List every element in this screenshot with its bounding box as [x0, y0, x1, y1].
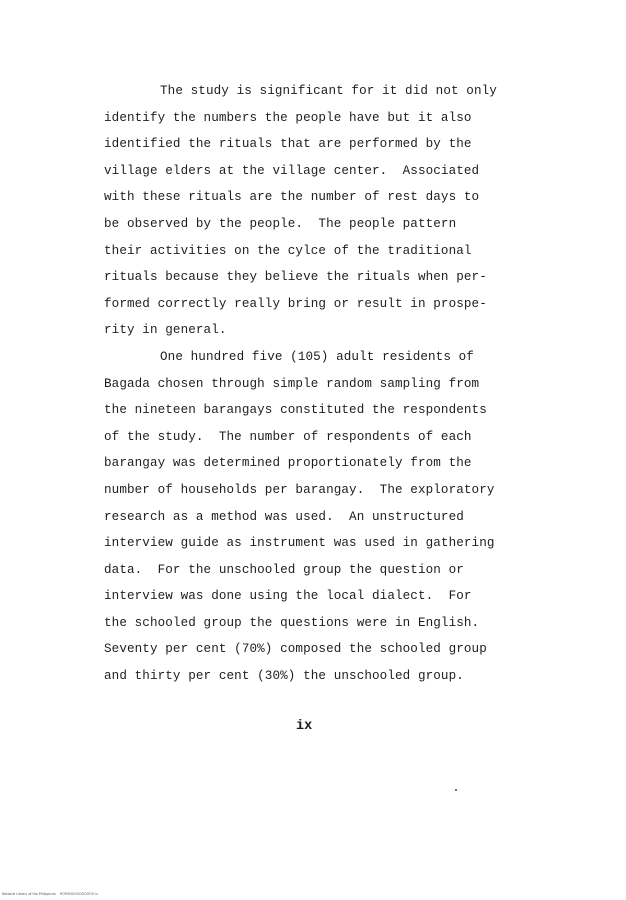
text-line: the schooled group the questions were in English.	[104, 615, 480, 630]
body-text	[104, 78, 524, 690]
text-line: interview was done using the local dialect. For	[104, 589, 472, 604]
text-line: identified the rituals that are performed by the	[104, 137, 472, 152]
scan-speck	[455, 789, 457, 791]
text-line: interview guide as instrument was used in gathering	[104, 536, 495, 551]
text-line: their activities on the cylce of the traditional	[104, 243, 472, 258]
text-line: the nineteen barangays constituted the respondents	[104, 403, 487, 418]
text-line: Seventy per cent (70%) composed the schooled group	[104, 642, 487, 657]
text-line: data. For the unschooled group the question or	[104, 562, 464, 577]
text-line: with these rituals are the number of rest days to	[104, 190, 480, 205]
text-line: The study is significant for it did not only	[160, 84, 497, 98]
text-line: of the study. The number of respondents of each	[104, 429, 472, 444]
text-line: and thirty per cent (30%) the unschooled group.	[104, 669, 464, 684]
text-line: identify the numbers the people have but it also	[104, 110, 472, 125]
text-line: be observed by the people. The people pattern	[104, 216, 457, 231]
text-line: number of households per barangay. The exploratory	[104, 482, 495, 497]
text-line: research as a method was used. An unstructured	[104, 509, 464, 524]
footer-caption: National Library of the Philippines ROPODOOOOOOOOO ix	[2, 892, 98, 896]
text-line: barangay was determined proportionately from the	[104, 456, 472, 471]
text-line: rity in general.	[104, 323, 227, 338]
text-line: Bagada chosen through simple random sampling from	[104, 376, 480, 391]
text-line: formed correctly really bring or result in prospe-	[104, 296, 487, 311]
text-line: rituals because they believe the rituals when per-	[104, 270, 487, 285]
text-line: One hundred five (105) adult residents of	[160, 349, 474, 364]
page-number: ix	[296, 719, 313, 734]
text-line: village elders at the village center. Associated	[104, 163, 480, 178]
